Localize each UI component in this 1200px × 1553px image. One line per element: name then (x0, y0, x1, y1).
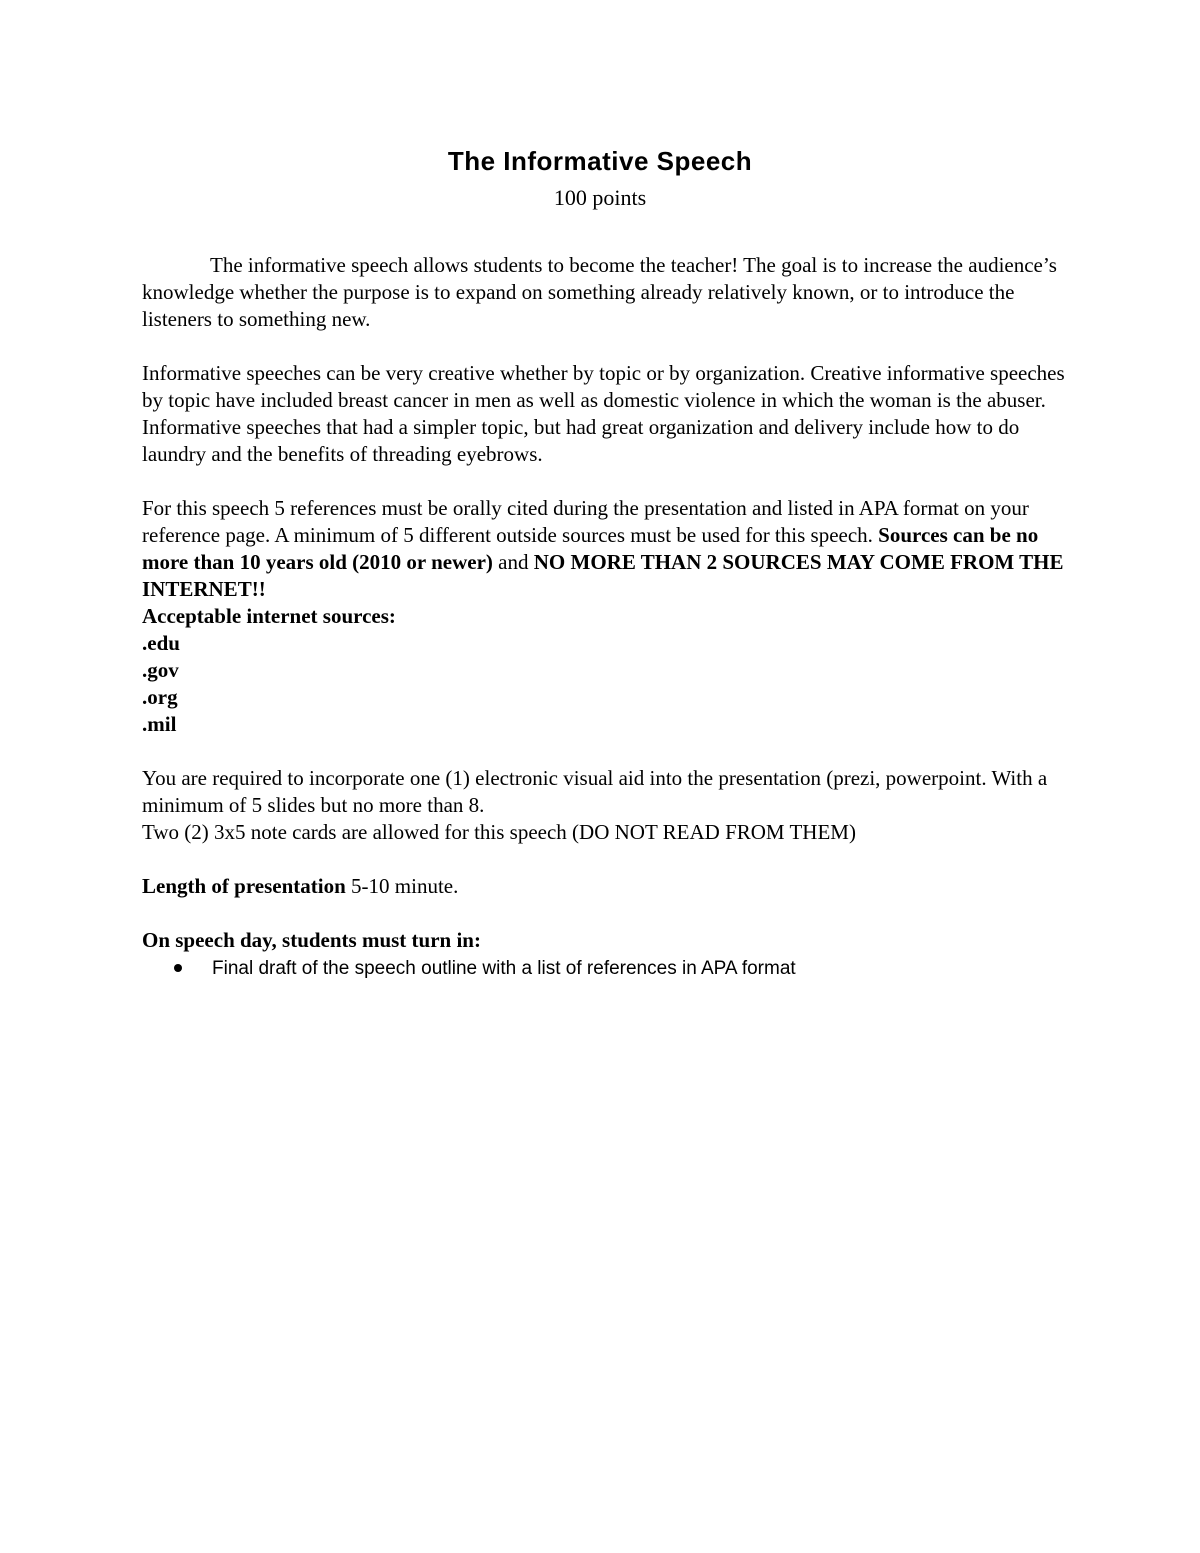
turn-in-heading: On speech day, students must turn in: (142, 928, 481, 952)
references-paragraph (142, 495, 1072, 603)
domain-edu: .edu (142, 631, 180, 655)
domain-org: .org (142, 685, 178, 709)
sources-age-rule: Sources can be no more than 10 years old (2010 or newer) (142, 523, 1039, 574)
sources-and-text: and (492, 550, 534, 574)
document-subtitle: 100 points (553, 185, 647, 210)
turn-in-list (142, 954, 1072, 982)
domain-gov: .gov (142, 658, 179, 682)
creative-paragraph: Informative speeches can be very creative whether by topic or by organization. Creative informative speeches by topic have included breast cancer in men as well as domestic violence in which the woman is the abuser. Informative speeches that had a simpler topic, but had great organization and delivery include how to do laundry and the benefits of threading eyebrows. (142, 361, 1065, 466)
bullet-icon (174, 964, 182, 972)
length-label: Length of presentation (142, 874, 346, 898)
visual-aid-paragraph: You are required to incorporate one (1) electronic visual aid into the presentation (prezi, powerpoint. With a minimum of 5 slides but no more than 8. (142, 766, 1048, 817)
sources-internet-rule: NO MORE THAN 2 SOURCES MAY COME FROM THE INTERNET!! (142, 550, 1064, 601)
document-body (142, 252, 1072, 982)
document-title: The Informative Speech (447, 146, 753, 176)
length-value: 5-10 minute. (345, 874, 459, 898)
length-paragraph (142, 873, 1072, 900)
note-cards-paragraph: Two (2) 3x5 note cards are allowed for this speech (DO NOT READ FROM THEM) (142, 820, 856, 844)
list-item: Final draft of the speech outline with a list of references in APA format (142, 954, 1072, 982)
domain-mil: .mil (142, 712, 177, 736)
intro-paragraph: The informative speech allows students to become the teacher! The goal is to increase the audience’s knowledge whether the purpose is to expand on something already relatively known, or to introduce the listeners to something new. (142, 253, 1057, 331)
acceptable-sources-heading: Acceptable internet sources: (142, 604, 396, 628)
references-text: For this speech 5 references must be orally cited during the presentation and listed in APA format on your reference page. A minimum of 5 different outside sources must be used for this speech. (142, 496, 1029, 547)
